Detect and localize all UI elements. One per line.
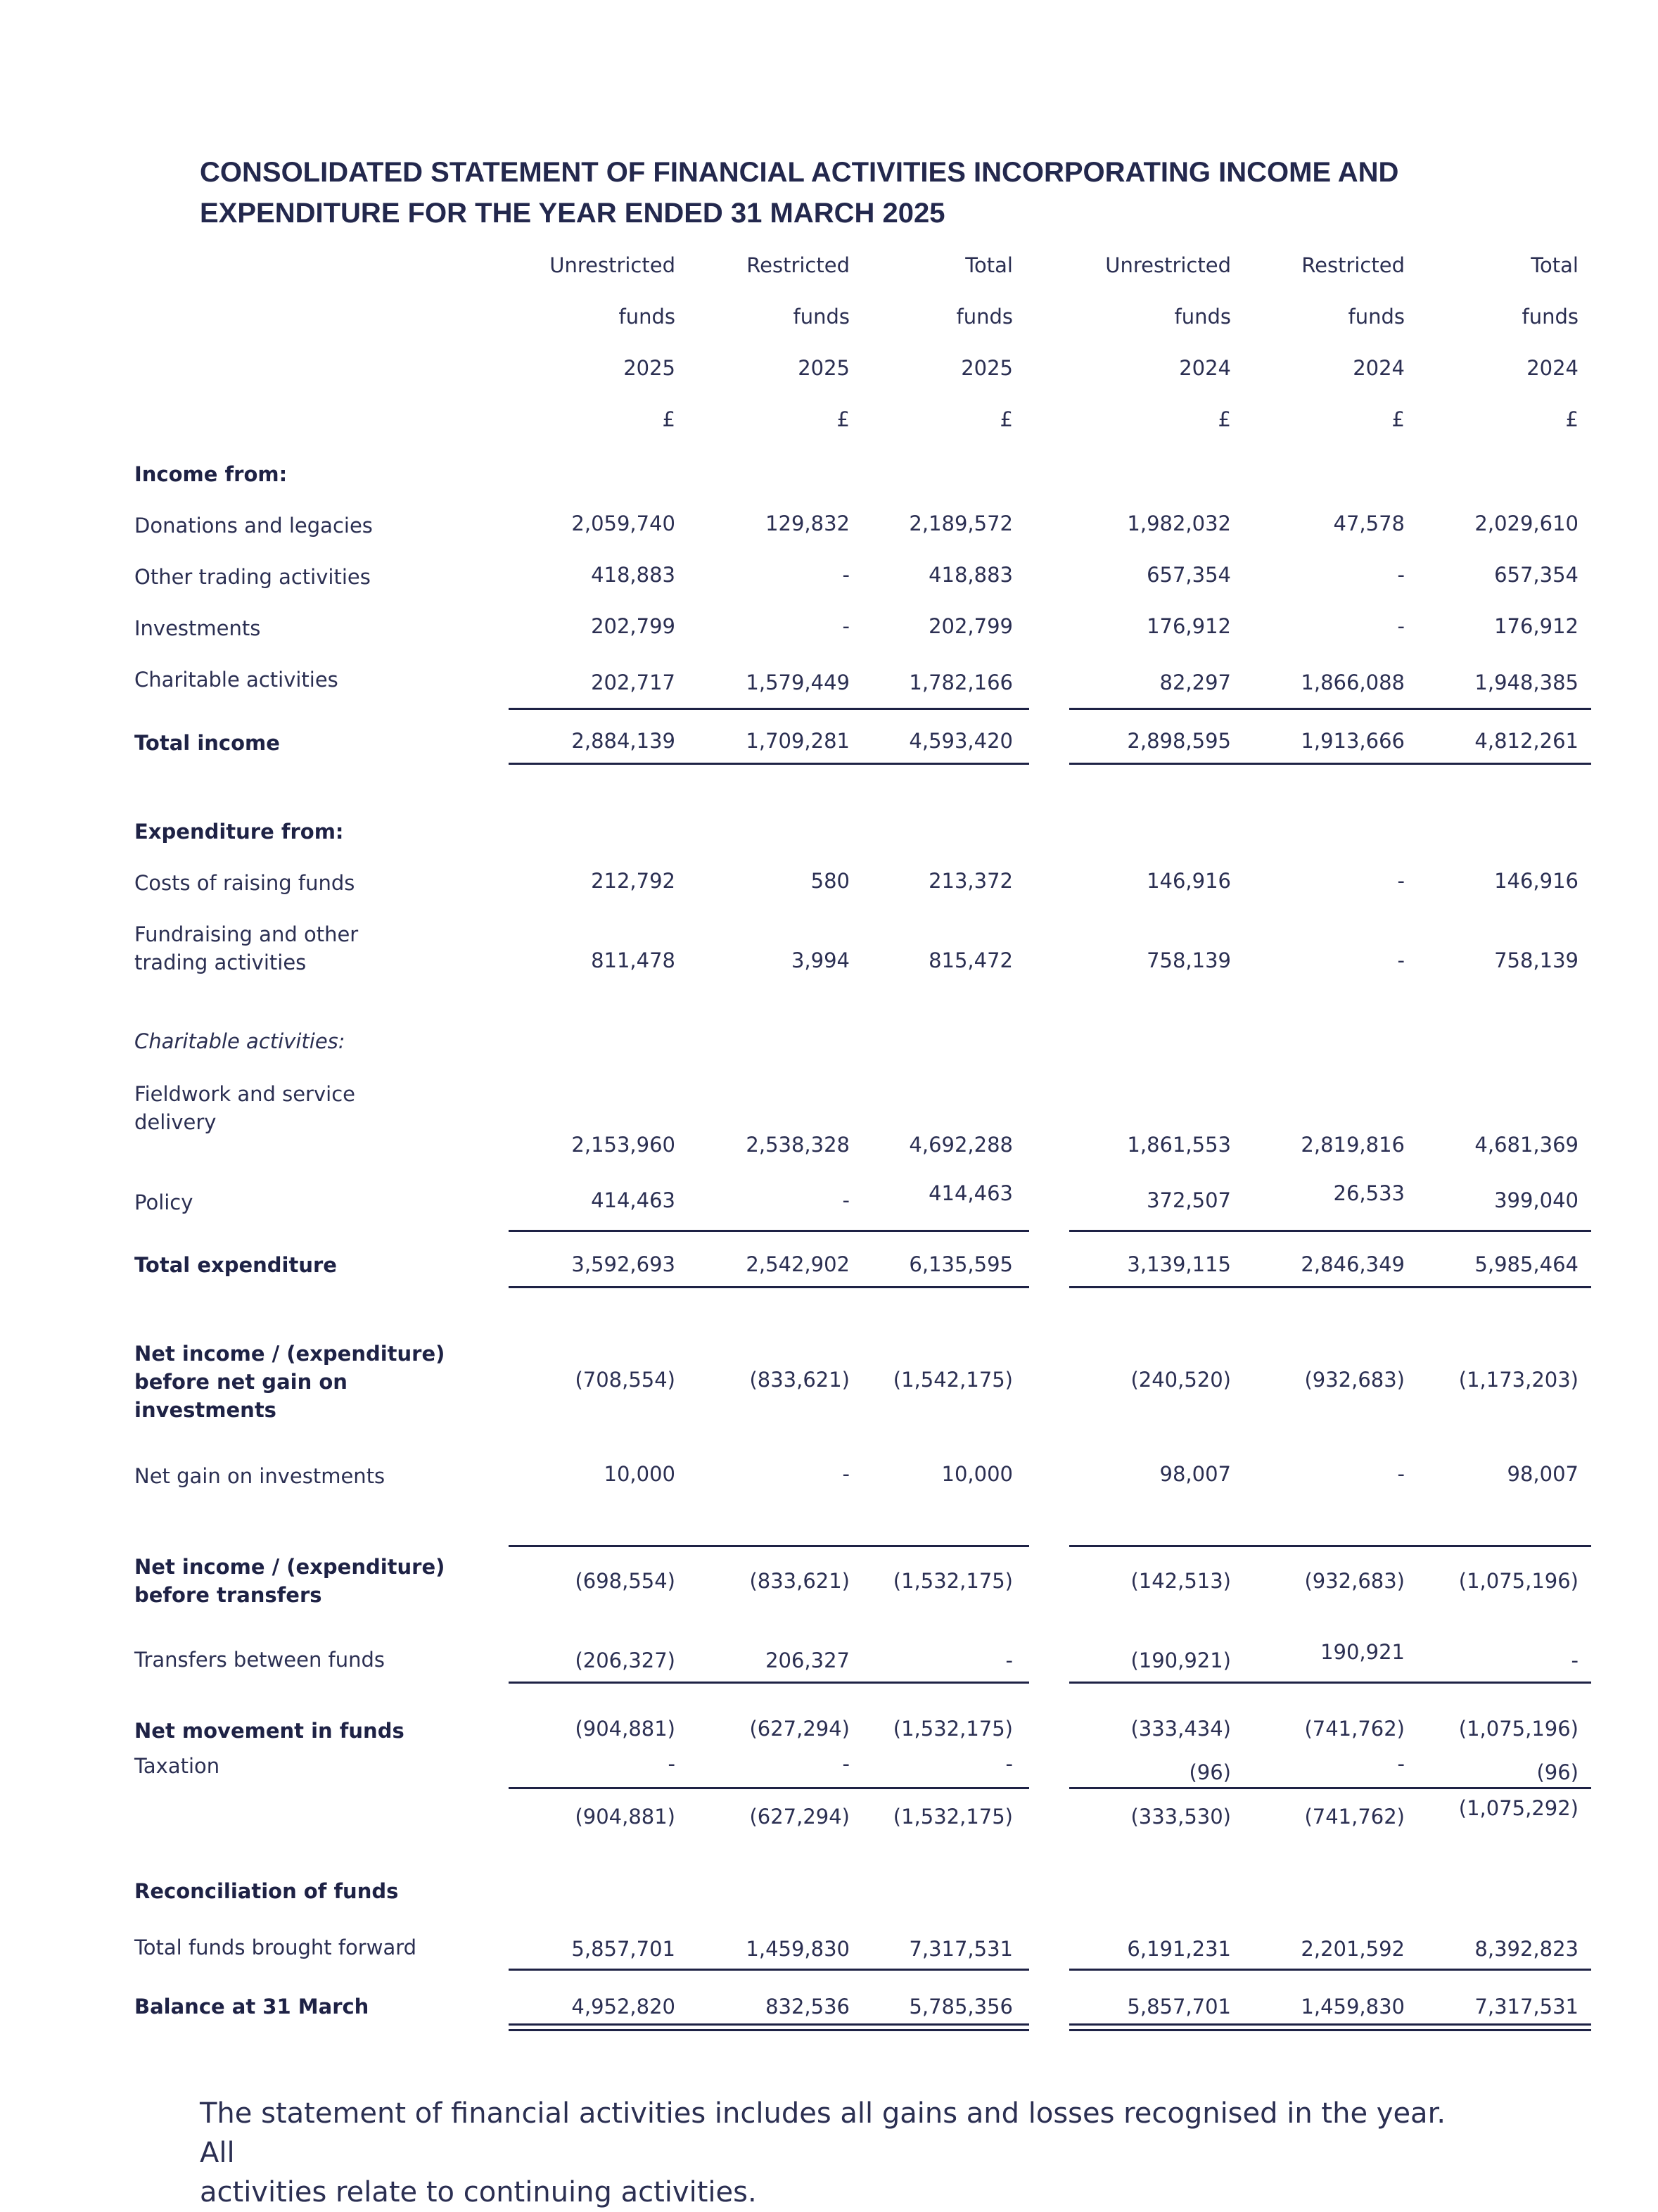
label-other-trading: Other trading activities xyxy=(134,565,371,589)
cell-investments-col2: - xyxy=(842,614,850,638)
cell-brought-forward-col6: 8,392,823 xyxy=(1474,1937,1579,1961)
label-net-before-gain-2: before net gain on xyxy=(134,1370,347,1394)
col4-header-3: 2024 xyxy=(1179,356,1231,380)
rule-line xyxy=(509,708,1029,710)
cell-other-trading-col4: 657,354 xyxy=(1147,563,1231,587)
label-net-before-transfers-1: Net income / (expenditure) xyxy=(134,1555,445,1579)
cell-fundraising-col2: 3,994 xyxy=(791,948,850,972)
label-net-before-gain-3: investments xyxy=(134,1398,276,1422)
cell-charitable-income-col2: 1,579,449 xyxy=(746,670,850,694)
label-brought-forward: Total funds brought forward xyxy=(134,1936,417,1959)
rule-line xyxy=(1069,1286,1591,1288)
rule-line xyxy=(1069,1545,1591,1547)
col6-header-2: funds xyxy=(1522,305,1579,329)
cell-investments-col6: 176,912 xyxy=(1494,614,1579,638)
cell-total-expenditure-col5: 2,846,349 xyxy=(1301,1252,1405,1276)
cell-net-before-transfers-col5: (932,683) xyxy=(1304,1569,1405,1593)
col5-header-2: funds xyxy=(1348,305,1405,329)
cell-policy-col3: 414,463 xyxy=(929,1181,1013,1205)
cell-net-movement-col2: (627,294) xyxy=(749,1717,850,1741)
cell-net-gain-col1: 10,000 xyxy=(604,1462,675,1486)
cell-charitable-income-col6: 1,948,385 xyxy=(1474,670,1579,694)
cell-total-income-col2: 1,709,281 xyxy=(746,729,850,753)
cell-balance-col5: 1,459,830 xyxy=(1301,1995,1405,2019)
label-net-before-gain-1: Net income / (expenditure) xyxy=(134,1342,445,1366)
double-rule-line xyxy=(509,2029,1029,2031)
cell-investments-col4: 176,912 xyxy=(1147,614,1231,638)
cell-taxation-col5: - xyxy=(1397,1752,1405,1776)
cell-policy-col4: 372,507 xyxy=(1147,1188,1231,1212)
cell-taxation-col3: - xyxy=(1005,1752,1013,1776)
cell-fieldwork-col6: 4,681,369 xyxy=(1474,1133,1579,1157)
cell-net-before-transfers-col4: (142,513) xyxy=(1130,1569,1231,1593)
col1-header-4: £ xyxy=(662,407,675,431)
cell-costs-raising-col6: 146,916 xyxy=(1494,869,1579,893)
cell-fieldwork-col4: 1,861,553 xyxy=(1127,1133,1231,1157)
label-taxation: Taxation xyxy=(134,1754,220,1778)
cell-net-movement-col5: (741,762) xyxy=(1304,1717,1405,1741)
cell-balance-col6: 7,317,531 xyxy=(1474,1995,1579,2019)
rule-line xyxy=(1069,1969,1591,1971)
cell-brought-forward-col1: 5,857,701 xyxy=(571,1937,675,1961)
cell-after-tax-col1: (904,881) xyxy=(575,1805,675,1829)
footnote xyxy=(200,2094,1466,2212)
cell-balance-col3: 5,785,356 xyxy=(909,1995,1013,2019)
cell-brought-forward-col4: 6,191,231 xyxy=(1127,1937,1231,1961)
label-net-gain: Net gain on investments xyxy=(134,1464,385,1488)
cell-fundraising-col1: 811,478 xyxy=(591,948,675,972)
cell-charitable-income-col3: 1,782,166 xyxy=(909,670,1013,694)
double-rule-line xyxy=(1069,2029,1591,2031)
cell-total-expenditure-col1: 3,592,693 xyxy=(571,1252,675,1276)
cell-net-before-gain-col3: (1,542,175) xyxy=(893,1368,1013,1392)
col4-header-4: £ xyxy=(1218,407,1231,431)
col4-header-1: Unrestricted xyxy=(1105,253,1231,277)
col6-header-1: Total xyxy=(1531,253,1579,277)
cell-transfers-col1: (206,327) xyxy=(575,1648,675,1672)
cell-fieldwork-col5: 2,819,816 xyxy=(1301,1133,1405,1157)
col3-header-4: £ xyxy=(1000,407,1013,431)
cell-donations-col3: 2,189,572 xyxy=(909,511,1013,535)
label-policy: Policy xyxy=(134,1190,193,1214)
title-line-2: EXPENDITURE FOR THE YEAR ENDED 31 MARCH 2025 xyxy=(200,198,945,229)
cell-policy-col2: - xyxy=(842,1188,850,1212)
footnote-line-2: activities relate to continuing activities. xyxy=(200,2176,757,2208)
col3-header-2: funds xyxy=(956,305,1013,329)
label-costs-raising: Costs of raising funds xyxy=(134,871,355,895)
label-expenditure-from: Expenditure from: xyxy=(134,820,344,844)
col1-header-3: 2025 xyxy=(623,356,675,380)
col1-header-1: Unrestricted xyxy=(549,253,675,277)
col1-header-2: funds xyxy=(618,305,675,329)
cell-total-expenditure-col2: 2,542,902 xyxy=(746,1252,850,1276)
cell-after-tax-col3: (1,532,175) xyxy=(893,1805,1013,1829)
cell-balance-col2: 832,536 xyxy=(765,1995,850,2019)
cell-fieldwork-col1: 2,153,960 xyxy=(571,1133,675,1157)
cell-after-tax-col4: (333,530) xyxy=(1130,1805,1231,1829)
col6-header-4: £ xyxy=(1565,407,1579,431)
col6-header-3: 2024 xyxy=(1526,356,1579,380)
label-charitable-income: Charitable activities xyxy=(134,668,338,692)
cell-total-expenditure-col4: 3,139,115 xyxy=(1127,1252,1231,1276)
cell-net-before-transfers-col2: (833,621) xyxy=(749,1569,850,1593)
cell-costs-raising-col1: 212,792 xyxy=(591,869,675,893)
cell-taxation-col1: - xyxy=(668,1752,675,1776)
label-investments: Investments xyxy=(134,616,261,640)
rule-line xyxy=(509,1682,1029,1684)
cell-fundraising-col5: - xyxy=(1397,948,1405,972)
cell-fundraising-col4: 758,139 xyxy=(1147,948,1231,972)
cell-investments-col1: 202,799 xyxy=(591,614,675,638)
cell-net-before-transfers-col1: (698,554) xyxy=(575,1569,675,1593)
col2-header-3: 2025 xyxy=(798,356,850,380)
label-balance: Balance at 31 March xyxy=(134,1995,369,2019)
label-net-before-transfers-2: before transfers xyxy=(134,1583,322,1607)
cell-donations-col2: 129,832 xyxy=(765,511,850,535)
cell-net-movement-col6: (1,075,196) xyxy=(1458,1717,1579,1741)
cell-net-gain-col6: 98,007 xyxy=(1507,1462,1579,1486)
col2-header-2: funds xyxy=(793,305,850,329)
cell-transfers-col3: - xyxy=(1005,1648,1013,1672)
cell-fieldwork-col2: 2,538,328 xyxy=(746,1133,850,1157)
cell-net-before-gain-col6: (1,173,203) xyxy=(1458,1368,1579,1392)
col2-header-1: Restricted xyxy=(746,253,850,277)
rule-line xyxy=(1069,763,1591,765)
cell-net-gain-col4: 98,007 xyxy=(1159,1462,1231,1486)
col5-header-3: 2024 xyxy=(1353,356,1405,380)
cell-total-income-col3: 4,593,420 xyxy=(909,729,1013,753)
cell-policy-col6: 399,040 xyxy=(1494,1188,1579,1212)
cell-donations-col6: 2,029,610 xyxy=(1474,511,1579,535)
cell-brought-forward-col3: 7,317,531 xyxy=(909,1937,1013,1961)
rule-line xyxy=(509,1545,1029,1547)
label-donations: Donations and legacies xyxy=(134,514,373,538)
cell-total-income-col4: 2,898,595 xyxy=(1127,729,1231,753)
page-title xyxy=(200,152,1536,234)
label-net-movement: Net movement in funds xyxy=(134,1719,404,1743)
cell-transfers-col4: (190,921) xyxy=(1130,1648,1231,1672)
label-fundraising-1: Fundraising and other xyxy=(134,922,359,946)
cell-after-tax-col2: (627,294) xyxy=(749,1805,850,1829)
cell-net-gain-col2: - xyxy=(842,1462,850,1486)
label-income-from: Income from: xyxy=(134,462,288,486)
cell-donations-col4: 1,982,032 xyxy=(1127,511,1231,535)
rule-line xyxy=(1069,1787,1591,1789)
rule-line xyxy=(509,1969,1029,1971)
footnote-line-1: The statement of financial activities includes all gains and losses recognised in the year. All xyxy=(200,2097,1446,2169)
cell-after-tax-col6: (1,075,292) xyxy=(1458,1796,1579,1820)
double-rule-line xyxy=(1069,2023,1591,2026)
cell-fieldwork-col3: 4,692,288 xyxy=(909,1133,1013,1157)
cell-total-income-col5: 1,913,666 xyxy=(1301,729,1405,753)
rule-line xyxy=(509,763,1029,765)
cell-policy-col1: 414,463 xyxy=(591,1188,675,1212)
col4-header-2: funds xyxy=(1174,305,1231,329)
cell-charitable-income-col5: 1,866,088 xyxy=(1301,670,1405,694)
label-fieldwork-1: Fieldwork and service xyxy=(134,1082,355,1106)
cell-investments-col3: 202,799 xyxy=(929,614,1013,638)
cell-total-income-col6: 4,812,261 xyxy=(1474,729,1579,753)
label-total-income: Total income xyxy=(134,731,280,755)
cell-fundraising-col6: 758,139 xyxy=(1494,948,1579,972)
cell-other-trading-col1: 418,883 xyxy=(591,563,675,587)
cell-balance-col1: 4,952,820 xyxy=(571,1995,675,2019)
cell-other-trading-col6: 657,354 xyxy=(1494,563,1579,587)
cell-investments-col5: - xyxy=(1397,614,1405,638)
cell-net-before-gain-col4: (240,520) xyxy=(1130,1368,1231,1392)
cell-other-trading-col3: 418,883 xyxy=(929,563,1013,587)
col5-header-1: Restricted xyxy=(1301,253,1405,277)
cell-net-before-gain-col5: (932,683) xyxy=(1304,1368,1405,1392)
cell-donations-col1: 2,059,740 xyxy=(571,511,675,535)
rule-line xyxy=(509,1787,1029,1789)
col2-header-4: £ xyxy=(836,407,850,431)
cell-net-before-transfers-col3: (1,532,175) xyxy=(893,1569,1013,1593)
cell-transfers-col5: 190,921 xyxy=(1320,1640,1405,1664)
cell-policy-col5: 26,533 xyxy=(1333,1181,1405,1205)
cell-other-trading-col2: - xyxy=(842,563,850,587)
cell-total-income-col1: 2,884,139 xyxy=(571,729,675,753)
cell-fundraising-col3: 815,472 xyxy=(929,948,1013,972)
col5-header-4: £ xyxy=(1391,407,1405,431)
cell-net-before-gain-col2: (833,621) xyxy=(749,1368,850,1392)
cell-charitable-income-col1: 202,717 xyxy=(591,670,675,694)
cell-taxation-col6: (96) xyxy=(1536,1760,1579,1784)
cell-net-movement-col3: (1,532,175) xyxy=(893,1717,1013,1741)
label-transfers: Transfers between funds xyxy=(134,1648,385,1672)
cell-donations-col5: 47,578 xyxy=(1333,511,1405,535)
label-charitable-heading: Charitable activities: xyxy=(134,1029,345,1053)
cell-net-gain-col5: - xyxy=(1397,1462,1405,1486)
cell-costs-raising-col3: 213,372 xyxy=(929,869,1013,893)
cell-costs-raising-col2: 580 xyxy=(810,869,850,893)
rule-line xyxy=(1069,708,1591,710)
label-fieldwork-2: delivery xyxy=(134,1110,217,1134)
col3-header-1: Total xyxy=(965,253,1013,277)
cell-transfers-col6: - xyxy=(1571,1648,1579,1672)
cell-net-before-transfers-col6: (1,075,196) xyxy=(1458,1569,1579,1593)
cell-costs-raising-col4: 146,916 xyxy=(1147,869,1231,893)
double-rule-line xyxy=(509,2023,1029,2026)
cell-total-expenditure-col6: 5,985,464 xyxy=(1474,1252,1579,1276)
col3-header-3: 2025 xyxy=(961,356,1013,380)
cell-total-expenditure-col3: 6,135,595 xyxy=(909,1252,1013,1276)
cell-costs-raising-col5: - xyxy=(1397,869,1405,893)
cell-other-trading-col5: - xyxy=(1397,563,1405,587)
cell-charitable-income-col4: 82,297 xyxy=(1159,670,1231,694)
cell-net-movement-col4: (333,434) xyxy=(1130,1717,1231,1741)
rule-line xyxy=(1069,1230,1591,1232)
cell-brought-forward-col2: 1,459,830 xyxy=(746,1937,850,1961)
cell-net-before-gain-col1: (708,554) xyxy=(575,1368,675,1392)
cell-net-gain-col3: 10,000 xyxy=(941,1462,1013,1486)
label-total-expenditure: Total expenditure xyxy=(134,1253,337,1277)
rule-line xyxy=(509,1286,1029,1288)
cell-transfers-col2: 206,327 xyxy=(765,1648,850,1672)
label-reconciliation: Reconciliation of funds xyxy=(134,1879,399,1903)
cell-balance-col4: 5,857,701 xyxy=(1127,1995,1231,2019)
rule-line xyxy=(1069,1682,1591,1684)
cell-net-movement-col1: (904,881) xyxy=(575,1717,675,1741)
rule-line xyxy=(509,1230,1029,1232)
cell-taxation-col4: (96) xyxy=(1189,1760,1231,1784)
label-fundraising-2: trading activities xyxy=(134,951,307,974)
cell-brought-forward-col5: 2,201,592 xyxy=(1301,1937,1405,1961)
title-line-1: CONSOLIDATED STATEMENT OF FINANCIAL ACTIVITIES INCORPORATING INCOME AND xyxy=(200,157,1399,188)
cell-after-tax-col5: (741,762) xyxy=(1304,1805,1405,1829)
cell-taxation-col2: - xyxy=(842,1752,850,1776)
